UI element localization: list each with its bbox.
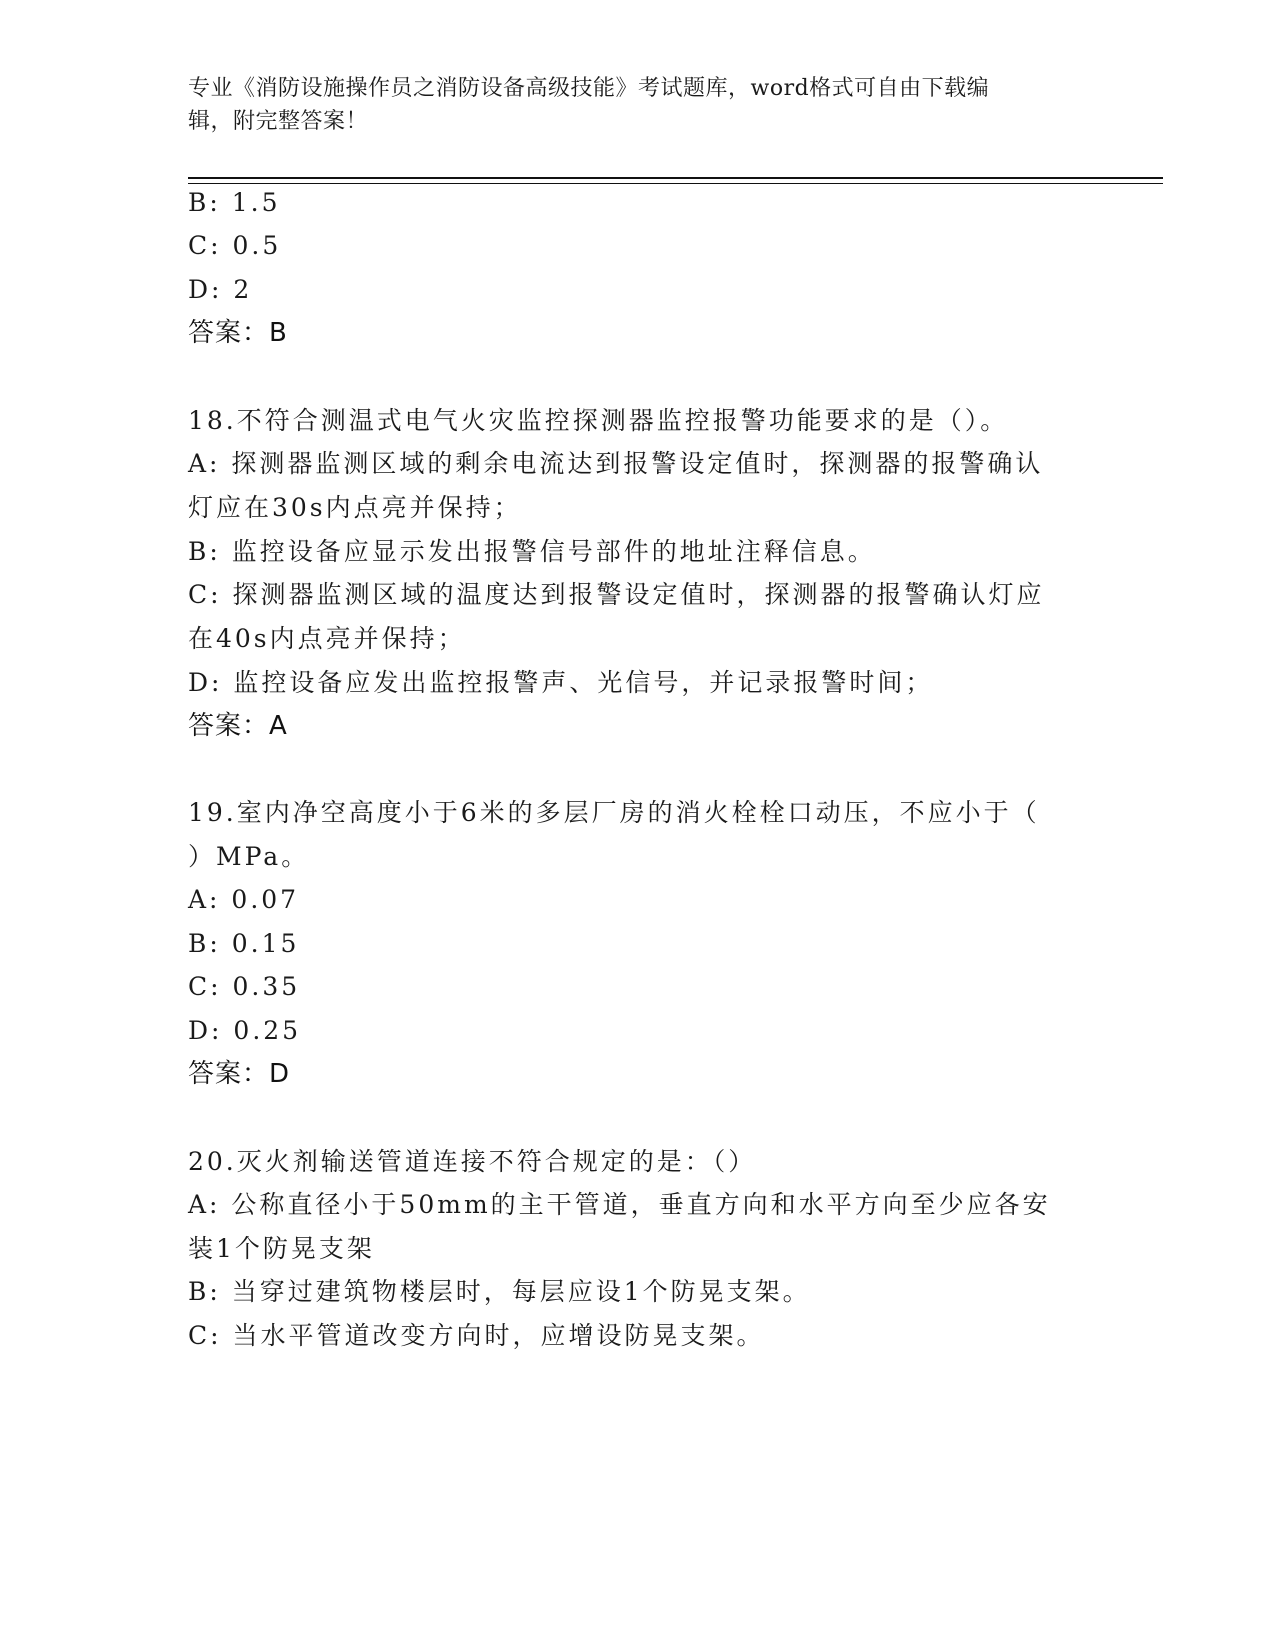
q19-option-d: D: 0.25 [188,1016,302,1045]
header-rule-thick [188,177,1163,179]
prev-option-b: B: 1.5 [188,188,281,217]
q19-answer: 答案：D [188,1059,291,1089]
q18-option-c: C: 探测器监测区域的温度达到报警设定值时，探测器的报警确认灯应 [188,580,1045,609]
q19-option-c: C: 0.35 [188,972,301,1001]
q20-option-a-cont: 装1个防晃支架 [188,1234,375,1263]
q19-option-a: A: 0.07 [188,885,300,914]
prev-option-d: D: 2 [188,275,253,304]
header-rule-thin [188,183,1163,184]
q19-stem-cont: ）MPa。 [188,842,310,871]
q20-option-b: B: 当穿过建筑物楼层时，每层应设1个防晃支架。 [188,1277,811,1306]
prev-answer: 答案：B [188,318,288,348]
q20-option-a: A: 公称直径小于50mm的主干管道，垂直方向和水平方向至少应各安 [188,1190,1051,1219]
q19-option-b: B: 0.15 [188,929,300,958]
q20-option-c: C: 当水平管道改变方向时，应增设防晃支架。 [188,1321,765,1350]
q18-option-a-cont: 灯应在30s内点亮并保持； [188,493,522,522]
q18-option-c-cont: 在40s内点亮并保持； [188,624,466,653]
q18-option-d: D: 监控设备应发出监控报警声、光信号，并记录报警时间； [188,668,934,697]
q18-option-b: B: 监控设备应显示发出报警信号部件的地址注释信息。 [188,537,876,566]
header-line-2: 辑，附完整答案！ [188,109,369,134]
q18-answer: 答案：A [188,711,288,741]
q18-option-a: A: 探测器监测区域的剩余电流达到报警设定值时，探测器的报警确认 [188,449,1044,478]
q19-stem: 19.室内净空高度小于6米的多层厂房的消火栓栓口动压，不应小于（ [188,798,1040,827]
document-header [188,72,1068,138]
prev-option-c: C: 0.5 [188,231,282,260]
q18-stem: 18.不符合测温式电气火灾监控探测器监控报警功能要求的是（）。 [188,406,1009,435]
q20-stem: 20.灭火剂输送管道连接不符合规定的是：（） [188,1147,757,1176]
header-line-1: 专业《消防设施操作员之消防设备高级技能》考试题库，word格式可自由下载编 [188,76,990,101]
